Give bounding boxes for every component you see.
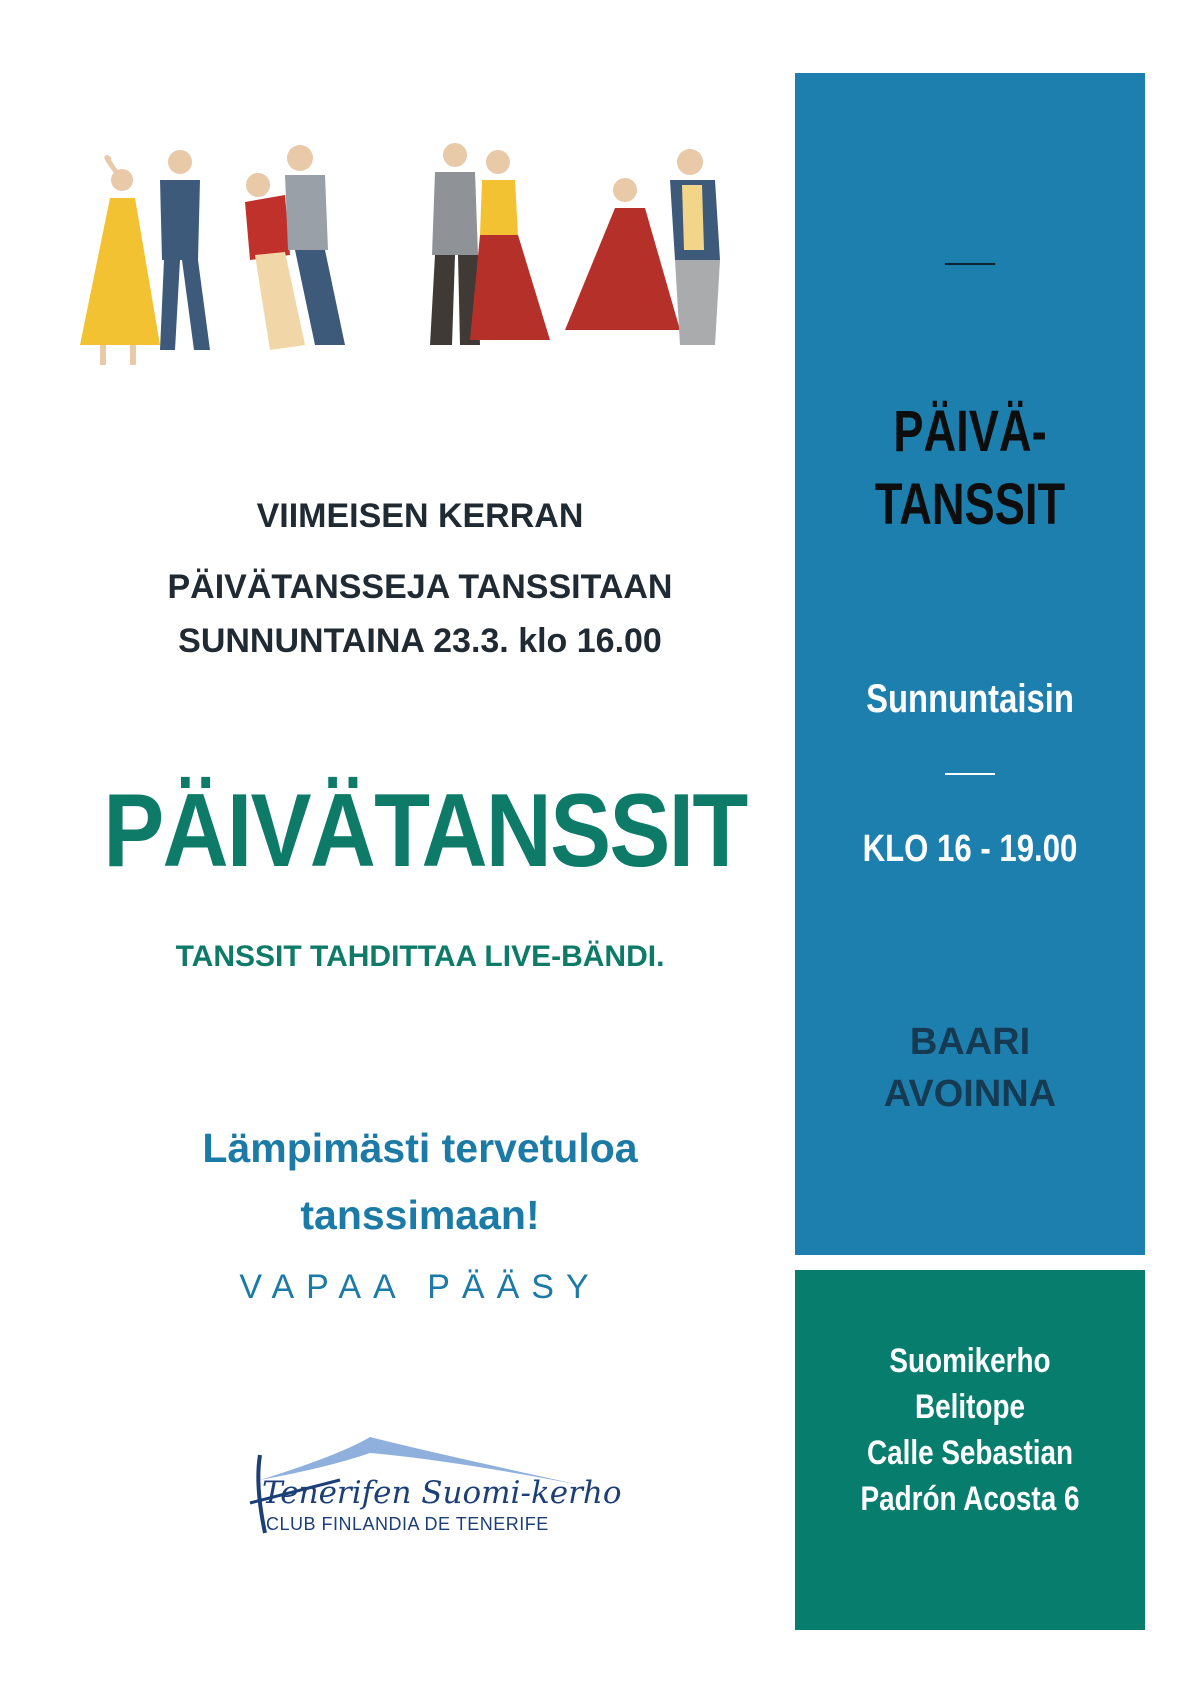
intro-line-1: VIIMEISEN KERRAN	[256, 497, 584, 535]
panel-day: Sunnuntaisin	[866, 677, 1074, 721]
address-panel	[795, 1270, 1145, 1630]
dancing-couples-illustration	[80, 140, 780, 400]
free-entry: VAPAA PÄÄSY	[239, 1268, 601, 1306]
welcome-line-1: Lämpimästi tervetuloa	[202, 1125, 638, 1171]
schedule-panel	[795, 73, 1145, 1255]
logo-subtitle: CLUB FINLANDIA DE TENERIFE	[266, 1514, 549, 1534]
panel-bar-line-1: BAARI	[909, 1021, 1031, 1063]
band-line: TANSSIT TAHDITTAA LIVE-BÄNDI.	[175, 940, 665, 973]
address-line-1: Suomikerho	[889, 1342, 1051, 1380]
main-title: PÄIVÄTANSSIT	[103, 773, 747, 889]
address-line-4: Padrón Acosta 6	[860, 1480, 1080, 1518]
intro-line-2: PÄIVÄTANSSEJA TANSSITAAN	[167, 568, 673, 606]
dancing-couple-1	[80, 150, 210, 365]
dancing-couple-2	[245, 145, 345, 350]
panel-bar-line-2: AVOINNA	[883, 1073, 1057, 1115]
panel-title-line-2: TANSSIT	[874, 472, 1066, 537]
divider-top	[945, 263, 995, 265]
address-line-2: Belitope	[915, 1388, 1025, 1426]
address-line-3: Calle Sebastian	[866, 1434, 1074, 1472]
panel-title-line-1: PÄIVÄ-	[893, 399, 1047, 464]
panel-time: KLO 16 - 19.00	[862, 828, 1078, 870]
intro-line-3: SUNNUNTAINA 23.3. klo 16.00	[178, 622, 662, 660]
dancing-couple-3	[430, 143, 550, 345]
logo-name: Tenerifen Suomi-kerho	[262, 1475, 622, 1511]
welcome-line-2: tanssimaan!	[300, 1192, 540, 1238]
divider-middle	[945, 773, 995, 775]
dancing-couple-4	[565, 149, 720, 345]
